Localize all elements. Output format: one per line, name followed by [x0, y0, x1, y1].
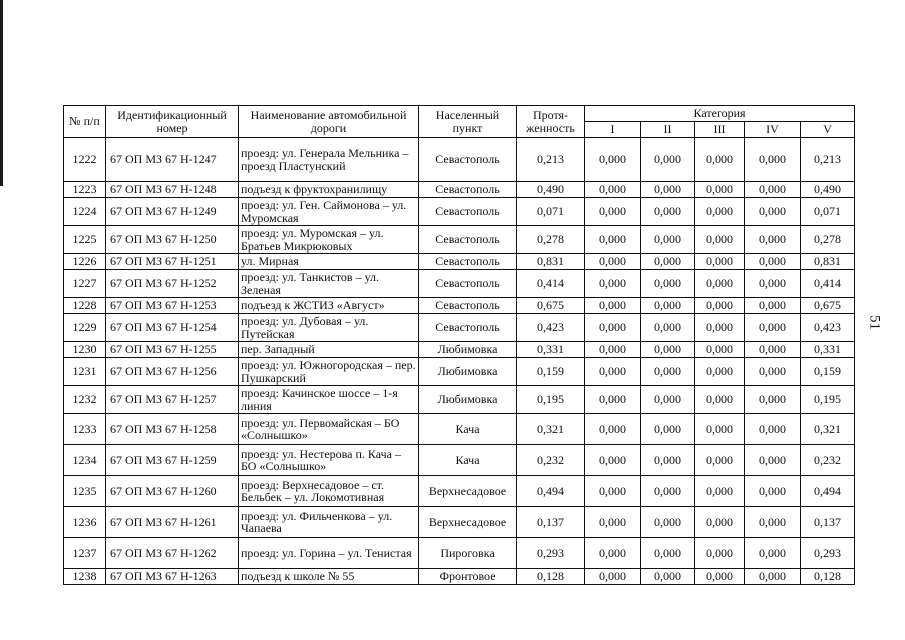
road-id: 67 ОП МЗ 67 Н-1248 — [106, 182, 239, 198]
row-number: 1225 — [64, 226, 106, 254]
category-4-value: 0,000 — [745, 386, 801, 414]
row-number: 1227 — [64, 270, 106, 298]
header-cat-2: II — [641, 122, 695, 138]
road-name: подъезд к фруктохранилищу — [239, 182, 419, 198]
category-3-value: 0,000 — [695, 314, 745, 342]
row-number: 1236 — [64, 507, 106, 538]
road-name: проезд: ул. Дубовая – ул. Путейская — [239, 314, 419, 342]
category-2-value: 0,000 — [641, 342, 695, 358]
locality: Севастополь — [419, 314, 517, 342]
table-row — [64, 538, 855, 569]
locality: Фронтовое — [419, 569, 517, 585]
locality: Любимовка — [419, 342, 517, 358]
category-5-value: 0,213 — [801, 138, 855, 182]
category-5-value: 0,414 — [801, 270, 855, 298]
table-row — [64, 182, 855, 198]
header-id: Идентификационный номер — [106, 106, 239, 138]
category-5-value: 0,423 — [801, 314, 855, 342]
road-length: 0,321 — [517, 414, 585, 445]
road-id: 67 ОП МЗ 67 Н-1250 — [106, 226, 239, 254]
category-2-value: 0,000 — [641, 182, 695, 198]
category-1-value: 0,000 — [585, 414, 641, 445]
category-3-value: 0,000 — [695, 569, 745, 585]
road-length: 0,232 — [517, 445, 585, 476]
road-length: 0,490 — [517, 182, 585, 198]
road-length: 0,293 — [517, 538, 585, 569]
locality: Севастополь — [419, 182, 517, 198]
road-id: 67 ОП МЗ 67 Н-1249 — [106, 198, 239, 226]
locality: Верхнесадовое — [419, 476, 517, 507]
category-1-value: 0,000 — [585, 445, 641, 476]
category-4-value: 0,000 — [745, 476, 801, 507]
category-5-value: 0,128 — [801, 569, 855, 585]
table-row — [64, 298, 855, 314]
category-1-value: 0,000 — [585, 198, 641, 226]
road-id: 67 ОП МЗ 67 Н-1254 — [106, 314, 239, 342]
category-1-value: 0,000 — [585, 476, 641, 507]
category-1-value: 0,000 — [585, 314, 641, 342]
category-3-value: 0,000 — [695, 182, 745, 198]
category-5-value: 0,675 — [801, 298, 855, 314]
header-city: Населенный пункт — [419, 106, 517, 138]
road-id: 67 ОП МЗ 67 Н-1252 — [106, 270, 239, 298]
locality: Кача — [419, 414, 517, 445]
row-number: 1232 — [64, 386, 106, 414]
locality: Кача — [419, 445, 517, 476]
table-row — [64, 254, 855, 270]
binding-margin-line — [0, 0, 3, 186]
category-4-value: 0,000 — [745, 569, 801, 585]
category-2-value: 0,000 — [641, 386, 695, 414]
road-name: ул. Мирная — [239, 254, 419, 270]
table-row — [64, 476, 855, 507]
road-name: пер. Западный — [239, 342, 419, 358]
row-number: 1231 — [64, 358, 106, 386]
road-name: проезд: ул. Первомайская – БО «Солнышко» — [239, 414, 419, 445]
category-1-value: 0,000 — [585, 507, 641, 538]
road-length: 0,195 — [517, 386, 585, 414]
category-5-value: 0,831 — [801, 254, 855, 270]
road-id: 67 ОП МЗ 67 Н-1256 — [106, 358, 239, 386]
road-id: 67 ОП МЗ 67 Н-1262 — [106, 538, 239, 569]
table-row — [64, 414, 855, 445]
category-4-value: 0,000 — [745, 298, 801, 314]
category-3-value: 0,000 — [695, 445, 745, 476]
category-1-value: 0,000 — [585, 298, 641, 314]
category-5-value: 0,494 — [801, 476, 855, 507]
category-4-value: 0,000 — [745, 445, 801, 476]
road-length: 0,128 — [517, 569, 585, 585]
road-id: 67 ОП МЗ 67 Н-1255 — [106, 342, 239, 358]
category-5-value: 0,490 — [801, 182, 855, 198]
category-3-value: 0,000 — [695, 138, 745, 182]
category-4-value: 0,000 — [745, 254, 801, 270]
road-name: проезд: ул. Танкистов – ул. Зеленая — [239, 270, 419, 298]
road-name: проезд: ул. Южногородская – пер. Пушкарский — [239, 358, 419, 386]
category-3-value: 0,000 — [695, 270, 745, 298]
road-length: 0,423 — [517, 314, 585, 342]
row-number: 1224 — [64, 198, 106, 226]
locality: Севастополь — [419, 226, 517, 254]
road-length: 0,675 — [517, 298, 585, 314]
row-number: 1237 — [64, 538, 106, 569]
category-1-value: 0,000 — [585, 254, 641, 270]
category-4-value: 0,000 — [745, 270, 801, 298]
locality: Севастополь — [419, 298, 517, 314]
category-4-value: 0,000 — [745, 358, 801, 386]
row-number: 1223 — [64, 182, 106, 198]
row-number: 1226 — [64, 254, 106, 270]
category-3-value: 0,000 — [695, 298, 745, 314]
locality: Севастополь — [419, 198, 517, 226]
road-name: проезд: ул. Ген. Саймонова – ул. Муромская — [239, 198, 419, 226]
locality: Любимовка — [419, 358, 517, 386]
category-4-value: 0,000 — [745, 507, 801, 538]
header-cat-1: I — [585, 122, 641, 138]
road-name: проезд: ул. Генерала Мельника – проезд Пластунский — [239, 138, 419, 182]
category-4-value: 0,000 — [745, 342, 801, 358]
road-id: 67 ОП МЗ 67 Н-1257 — [106, 386, 239, 414]
category-3-value: 0,000 — [695, 476, 745, 507]
locality: Севастополь — [419, 254, 517, 270]
roads-table — [63, 105, 855, 585]
row-number: 1228 — [64, 298, 106, 314]
category-5-value: 0,321 — [801, 414, 855, 445]
category-1-value: 0,000 — [585, 358, 641, 386]
category-2-value: 0,000 — [641, 270, 695, 298]
category-5-value: 0,331 — [801, 342, 855, 358]
header-cat-4: IV — [745, 122, 801, 138]
category-3-value: 0,000 — [695, 414, 745, 445]
table-row — [64, 569, 855, 585]
road-id: 67 ОП МЗ 67 Н-1247 — [106, 138, 239, 182]
category-1-value: 0,000 — [585, 569, 641, 585]
road-id: 67 ОП МЗ 67 Н-1260 — [106, 476, 239, 507]
road-id: 67 ОП МЗ 67 Н-1261 — [106, 507, 239, 538]
category-1-value: 0,000 — [585, 538, 641, 569]
category-2-value: 0,000 — [641, 414, 695, 445]
category-2-value: 0,000 — [641, 569, 695, 585]
table-row — [64, 342, 855, 358]
category-5-value: 0,195 — [801, 386, 855, 414]
category-3-value: 0,000 — [695, 538, 745, 569]
road-id: 67 ОП МЗ 67 Н-1263 — [106, 569, 239, 585]
locality: Верхнесадовое — [419, 507, 517, 538]
table-row — [64, 314, 855, 342]
page-number: 51 — [866, 315, 883, 330]
header-cat-5: V — [801, 122, 855, 138]
road-length: 0,414 — [517, 270, 585, 298]
category-4-value: 0,000 — [745, 538, 801, 569]
road-id: 67 ОП МЗ 67 Н-1259 — [106, 445, 239, 476]
road-id: 67 ОП МЗ 67 Н-1251 — [106, 254, 239, 270]
category-4-value: 0,000 — [745, 198, 801, 226]
road-name: проезд: ул. Нестерова п. Кача – БО «Солнышко» — [239, 445, 419, 476]
row-number: 1238 — [64, 569, 106, 585]
category-5-value: 0,159 — [801, 358, 855, 386]
header-category: Категория — [585, 106, 855, 122]
row-number: 1235 — [64, 476, 106, 507]
category-2-value: 0,000 — [641, 314, 695, 342]
category-4-value: 0,000 — [745, 182, 801, 198]
header-num: № п/п — [64, 106, 106, 138]
category-5-value: 0,071 — [801, 198, 855, 226]
row-number: 1234 — [64, 445, 106, 476]
road-length: 0,213 — [517, 138, 585, 182]
road-name: проезд: Качинское шоссе – 1-я линия — [239, 386, 419, 414]
category-1-value: 0,000 — [585, 270, 641, 298]
row-number: 1230 — [64, 342, 106, 358]
locality: Севастополь — [419, 270, 517, 298]
category-2-value: 0,000 — [641, 138, 695, 182]
category-2-value: 0,000 — [641, 298, 695, 314]
header-cat-3: III — [695, 122, 745, 138]
table-row — [64, 386, 855, 414]
category-5-value: 0,278 — [801, 226, 855, 254]
road-length: 0,137 — [517, 507, 585, 538]
table-row — [64, 198, 855, 226]
category-3-value: 0,000 — [695, 386, 745, 414]
category-2-value: 0,000 — [641, 476, 695, 507]
road-length: 0,331 — [517, 342, 585, 358]
row-number: 1229 — [64, 314, 106, 342]
category-1-value: 0,000 — [585, 226, 641, 254]
category-3-value: 0,000 — [695, 342, 745, 358]
table-row — [64, 445, 855, 476]
road-name: проезд: ул. Фильченкова – ул. Чапаева — [239, 507, 419, 538]
header-name: Наименование автомобильной дороги — [239, 106, 419, 138]
road-length: 0,159 — [517, 358, 585, 386]
category-3-value: 0,000 — [695, 226, 745, 254]
locality: Любимовка — [419, 386, 517, 414]
table-row — [64, 270, 855, 298]
table-row — [64, 226, 855, 254]
road-id: 67 ОП МЗ 67 Н-1258 — [106, 414, 239, 445]
category-3-value: 0,000 — [695, 198, 745, 226]
category-5-value: 0,293 — [801, 538, 855, 569]
locality: Севастополь — [419, 138, 517, 182]
road-length: 0,278 — [517, 226, 585, 254]
road-name: подъезд к ЖСТИЗ «Август» — [239, 298, 419, 314]
category-5-value: 0,137 — [801, 507, 855, 538]
category-1-value: 0,000 — [585, 138, 641, 182]
category-3-value: 0,000 — [695, 358, 745, 386]
category-2-value: 0,000 — [641, 538, 695, 569]
category-4-value: 0,000 — [745, 138, 801, 182]
road-name: подъезд к школе № 55 — [239, 569, 419, 585]
header-length: Протя-женность — [517, 106, 585, 138]
category-4-value: 0,000 — [745, 226, 801, 254]
road-length: 0,494 — [517, 476, 585, 507]
table-row — [64, 358, 855, 386]
category-2-value: 0,000 — [641, 445, 695, 476]
category-1-value: 0,000 — [585, 342, 641, 358]
row-number: 1233 — [64, 414, 106, 445]
category-2-value: 0,000 — [641, 254, 695, 270]
locality: Пироговка — [419, 538, 517, 569]
category-2-value: 0,000 — [641, 226, 695, 254]
road-length: 0,071 — [517, 198, 585, 226]
category-3-value: 0,000 — [695, 507, 745, 538]
category-5-value: 0,232 — [801, 445, 855, 476]
category-1-value: 0,000 — [585, 386, 641, 414]
category-3-value: 0,000 — [695, 254, 745, 270]
road-name: проезд: Верхнесадовое – ст. Бельбек – ул. Локомотивная — [239, 476, 419, 507]
category-2-value: 0,000 — [641, 198, 695, 226]
category-4-value: 0,000 — [745, 414, 801, 445]
category-1-value: 0,000 — [585, 182, 641, 198]
category-2-value: 0,000 — [641, 358, 695, 386]
row-number: 1222 — [64, 138, 106, 182]
category-2-value: 0,000 — [641, 507, 695, 538]
table-row — [64, 507, 855, 538]
road-name: проезд: ул. Горина – ул. Тенистая — [239, 538, 419, 569]
road-name: проезд: ул. Муромская – ул. Братьев Микрюковых — [239, 226, 419, 254]
road-length: 0,831 — [517, 254, 585, 270]
category-4-value: 0,000 — [745, 314, 801, 342]
table-row — [64, 138, 855, 182]
road-id: 67 ОП МЗ 67 Н-1253 — [106, 298, 239, 314]
